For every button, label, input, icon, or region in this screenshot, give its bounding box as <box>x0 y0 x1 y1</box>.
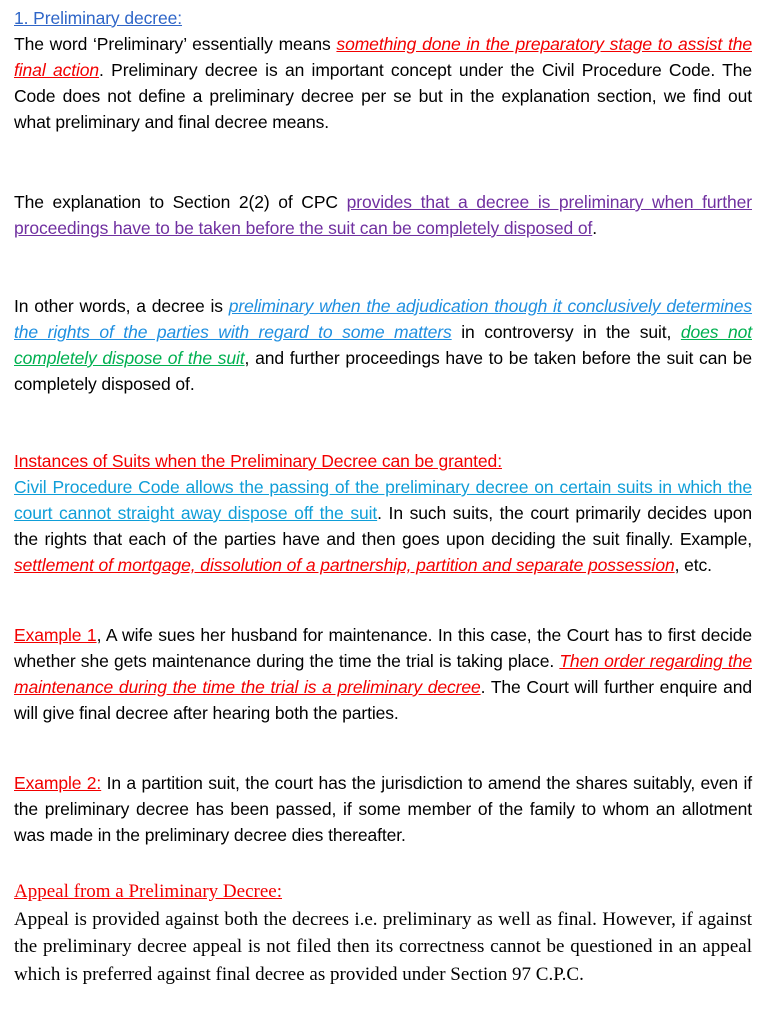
example2-text: In a partition suit, the court has the jurisdiction to amend the shares suitably, even if the preliminary decree has been passed, if some member of the family to whom an allotment was made in the preliminary decree dies thereafter. <box>14 773 753 845</box>
explanation-highlight: provides that a decree is preliminary when further proceedings have to be taken before the suit can be completely disposed of <box>14 192 752 238</box>
example1-paragraph <box>14 622 752 726</box>
other-words-text: In other words, a decree is <box>14 296 229 316</box>
instances-examples-emphasis: settlement of mortgage, dissolution of a partnership, partition and separate possession <box>14 555 675 575</box>
other-words-paragraph <box>14 293 752 397</box>
appeal-heading: Appeal from a Preliminary Decree: <box>14 881 282 902</box>
example1-text-end: . The Court will further enquire and will give final decree after hearing both the parties. <box>14 677 752 723</box>
section-preliminary-decree <box>14 5 752 135</box>
example1-label: Example 1 <box>14 625 97 645</box>
other-words-blue-emphasis: preliminary when the adjudication though it conclusively determines the rights of the parties with regard to some matters <box>14 296 752 342</box>
example2-paragraph <box>14 770 752 848</box>
definition-text: The word ‘Preliminary’ essentially means <box>14 34 337 54</box>
instances-paragraph <box>14 448 752 578</box>
appeal-text: Appeal is provided against both the decrees i.e. preliminary as well as final. However, if against the preliminary decree appeal is not filed then its correctness cannot be questioned in an appeal which is preferred against final decree as provided under Section 97 C.P.C. <box>14 908 752 985</box>
other-words-text-2: in controversy in the suit, <box>451 322 681 342</box>
definition-emphasis: something done in the preparatory stage to assist the final action <box>14 34 752 80</box>
instances-heading: Instances of Suits when the Preliminary Decree can be granted: <box>14 451 502 471</box>
other-words-green-emphasis: does not completely dispose of the suit <box>14 322 752 368</box>
explanation-end: . <box>592 218 598 238</box>
example1-text: , A wife sues her husband for maintenance. In this case, the Court has to first decide whether she gets maintenance during the time the trial is taking place. <box>14 625 753 671</box>
example1-emphasis: Then order regarding the maintenance during the time the trial is a preliminary decree <box>14 651 752 697</box>
instances-highlight: Civil Procedure Code allows the passing of the preliminary decree on certain suits in which the court cannot straight away dispose off the suit <box>14 477 752 523</box>
other-words-text-3: , and further proceedings have to be taken before the suit can be completely disposed of. <box>14 348 752 394</box>
instances-text-end: , etc. <box>674 555 712 575</box>
appeal-paragraph <box>14 878 752 988</box>
definition-text-continued: . Preliminary decree is an important concept under the Civil Procedure Code. The Code does not define a preliminary decree per se but in the explanation section, we find out what preliminary and final decree means. <box>14 60 752 132</box>
section-heading: 1. Preliminary decree: <box>14 8 183 28</box>
explanation-paragraph <box>14 189 752 241</box>
example2-label: Example 2: <box>14 773 102 793</box>
explanation-text: The explanation to Section 2(2) of CPC <box>14 192 347 212</box>
instances-text: . In such suits, the court primarily decides upon the rights that each of the parties have and then goes upon deciding the suit finally. Example, <box>14 503 752 549</box>
